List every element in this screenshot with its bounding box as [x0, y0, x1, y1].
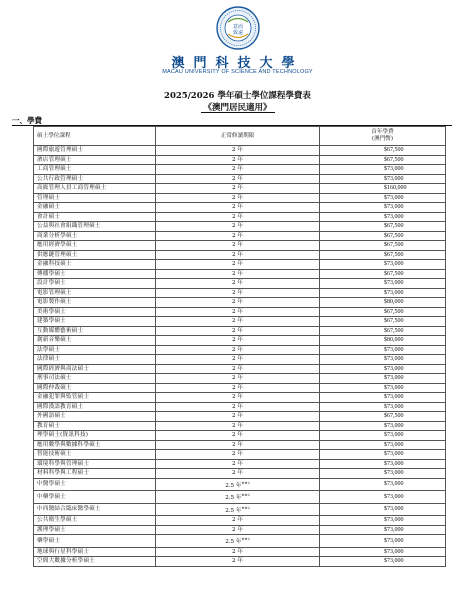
program-duration: 2 年 [232, 356, 243, 362]
program-name: 法律碩士 [34, 355, 156, 365]
program-duration-cell [156, 317, 320, 327]
program-duration-cell [156, 241, 320, 251]
program-duration: 2 年 [232, 166, 243, 172]
program-name: 國際旅遊管理碩士 [34, 146, 156, 156]
program-duration-cell [156, 250, 320, 260]
program-name: 藥學碩士 [34, 535, 156, 548]
program-duration: 2 年 [232, 147, 243, 153]
first-year-fee: $73,000 [320, 450, 446, 460]
program-duration: 2 年 [232, 318, 243, 324]
program-name: 應用數學與數據科學碩士 [34, 440, 156, 450]
first-year-fee: $73,000 [320, 374, 446, 384]
program-duration-cell [156, 393, 320, 403]
duration-footnote-mark: ※※2 [241, 537, 250, 541]
program-name: 教育碩士 [34, 421, 156, 431]
program-name: 金融犯罪與監管碩士 [34, 393, 156, 403]
program-duration-cell [156, 146, 320, 156]
duration-footnote-mark: ※※2 [241, 505, 250, 510]
program-duration-cell [156, 557, 320, 567]
program-name: 刑事司法碩士 [34, 374, 156, 384]
program-duration: 2 年 [232, 422, 243, 429]
first-year-fee: $73,000 [320, 212, 446, 222]
table-row [34, 469, 446, 479]
program-duration-cell [156, 459, 320, 469]
table-row [34, 250, 446, 260]
first-year-fee: $73,000 [320, 421, 446, 431]
program-name: 電影管理碩士 [34, 288, 156, 298]
first-year-fee: $67,500 [320, 269, 446, 279]
first-year-fee: $73,000 [320, 440, 446, 450]
program-name: 國際仲裁碩士 [34, 383, 156, 393]
program-duration-cell [156, 535, 320, 548]
program-name: 互動媒體藝術碩士 [34, 326, 156, 336]
program-name: 酒店管理碩士 [34, 155, 156, 165]
first-year-fee: $67,500 [320, 155, 446, 165]
program-name: 公共衛生學碩士 [34, 516, 156, 526]
program-duration-cell [156, 450, 320, 460]
first-year-fee: $73,000 [320, 469, 446, 479]
program-duration: 2 年 [232, 413, 243, 419]
table-row [34, 203, 446, 213]
program-duration-cell [156, 336, 320, 346]
program-name: 外國語碩士 [34, 412, 156, 422]
first-year-fee: $73,000 [320, 516, 446, 526]
university-name-chinese: 澳門科技大學 [171, 56, 304, 71]
program-name: 理學碩士(資訊科技) [34, 431, 156, 441]
program-duration: 2.5 年 [225, 482, 242, 489]
program-duration: 2 年 [232, 270, 243, 277]
table-row [34, 450, 446, 460]
first-year-fee: $73,000 [320, 174, 446, 184]
table-row [34, 355, 446, 365]
table-row [34, 440, 446, 450]
table-row [34, 525, 446, 535]
first-year-fee: $73,000 [320, 478, 446, 491]
program-duration-cell [156, 383, 320, 393]
duration-footnote-mark: ※※2 [241, 480, 250, 485]
program-name: 空間大數據分析學碩士 [34, 557, 156, 567]
first-year-fee: $73,000 [320, 364, 446, 374]
program-name: 電影製作碩士 [34, 298, 156, 308]
program-duration: 2 年 [232, 251, 243, 258]
table-row [34, 336, 446, 346]
first-year-fee: $73,000 [320, 535, 446, 548]
table-row [34, 155, 446, 165]
program-duration-cell [156, 345, 320, 355]
program-name: 材料科學與工程碩士 [34, 469, 156, 479]
program-name: 設計學碩士 [34, 279, 156, 289]
first-year-fee: $73,000 [320, 431, 446, 441]
program-duration: 2 年 [232, 232, 243, 239]
subtitle-underline [201, 112, 275, 113]
first-year-fee: $67,500 [320, 250, 446, 260]
table-row [34, 279, 446, 289]
table-row [34, 212, 446, 222]
table-row [34, 393, 446, 403]
first-year-fee: $73,000 [320, 383, 446, 393]
university-name-english: MACAU UNIVERSITY OF SCIENCE AND TECHNOLOGY [162, 69, 313, 75]
table-row [34, 298, 446, 308]
program-duration-cell [156, 174, 320, 184]
program-name: 管理碩士 [34, 193, 156, 203]
program-duration: 2.5 年 [225, 507, 242, 514]
table-row [34, 535, 446, 548]
program-duration-cell [156, 184, 320, 194]
program-duration-cell [156, 503, 320, 516]
program-duration: 2 年 [232, 327, 243, 334]
program-duration: 2 年 [232, 441, 243, 448]
program-duration-cell [156, 402, 320, 412]
program-duration-cell [156, 440, 320, 450]
program-duration-cell [156, 279, 320, 289]
program-duration: 2 年 [232, 261, 243, 267]
first-year-fee: $80,000 [320, 298, 446, 308]
program-name: 中藥學碩士 [34, 491, 156, 504]
table-row [34, 193, 446, 203]
program-name: 金融碩士 [34, 203, 156, 213]
program-name: 金融科技碩士 [34, 260, 156, 270]
first-year-fee: $73,000 [320, 503, 446, 516]
program-duration-cell [156, 212, 320, 222]
header-duration: 正常修讀期限 [156, 127, 320, 146]
program-duration: 2 年 [232, 185, 243, 191]
program-name: 公共行政管理碩士 [34, 174, 156, 184]
table-row [34, 421, 446, 431]
program-duration: 2 年 [232, 365, 243, 372]
program-name: 智能技術碩士 [34, 450, 156, 460]
program-duration: 2 年 [232, 460, 243, 467]
table-row [34, 547, 446, 557]
table-row [34, 364, 446, 374]
program-duration-cell [156, 155, 320, 165]
program-name: 建築學碩士 [34, 317, 156, 327]
first-year-fee: $73,000 [320, 393, 446, 403]
table-row [34, 345, 446, 355]
first-year-fee: $73,000 [320, 260, 446, 270]
program-duration: 2 年 [232, 432, 243, 438]
program-duration-cell [156, 222, 320, 232]
program-duration: 2 年 [232, 526, 243, 533]
program-duration-cell [156, 547, 320, 557]
program-duration: 2 年 [232, 517, 243, 523]
program-duration-cell [156, 431, 320, 441]
first-year-fee: $73,000 [320, 459, 446, 469]
table-row [34, 222, 446, 232]
program-duration-cell [156, 469, 320, 479]
table-row [34, 557, 446, 567]
first-year-fee: $67,500 [320, 326, 446, 336]
program-duration-cell [156, 193, 320, 203]
program-duration: 2 年 [232, 337, 243, 343]
table-row [34, 383, 446, 393]
program-duration: 2 年 [232, 375, 243, 381]
program-duration: 2 年 [232, 194, 243, 201]
table-row [34, 326, 446, 336]
program-duration-cell [156, 298, 320, 308]
table-row [34, 317, 446, 327]
first-year-fee: $73,000 [320, 525, 446, 535]
program-duration: 2 年 [232, 394, 243, 400]
first-year-fee: $67,500 [320, 222, 446, 232]
program-name: 會計碩士 [34, 212, 156, 222]
program-duration-cell [156, 260, 320, 270]
program-duration-cell [156, 364, 320, 374]
first-year-fee: $73,000 [320, 279, 446, 289]
program-name: 國際經濟與商法碩士 [34, 364, 156, 374]
first-year-fee: $73,000 [320, 193, 446, 203]
first-year-fee: $73,000 [320, 288, 446, 298]
table-row [34, 459, 446, 469]
program-duration-cell [156, 269, 320, 279]
first-year-fee: $160,000 [320, 184, 446, 194]
program-duration: 2 年 [232, 384, 243, 391]
first-year-fee: $67,500 [320, 412, 446, 422]
table-row [34, 174, 446, 184]
program-duration: 2 年 [232, 548, 243, 555]
program-duration-cell [156, 165, 320, 175]
program-name: 環境科學與管理碩士 [34, 459, 156, 469]
first-year-fee: $73,000 [320, 557, 446, 567]
first-year-fee: $80,000 [320, 336, 446, 346]
table-row [34, 431, 446, 441]
first-year-fee: $67,500 [320, 146, 446, 156]
program-duration-cell [156, 326, 320, 336]
svg-text:致遠: 致遠 [232, 30, 244, 36]
program-duration: 2 年 [232, 308, 243, 315]
tuition-fee-table [33, 126, 446, 567]
first-year-fee: $73,000 [320, 547, 446, 557]
program-duration: 2 年 [232, 280, 243, 286]
table-row [34, 146, 446, 156]
program-duration: 2 年 [232, 299, 243, 305]
program-duration: 2 年 [232, 451, 243, 457]
first-year-fee: $73,000 [320, 402, 446, 412]
program-name: 護理學碩士 [34, 525, 156, 535]
program-name: 法學碩士 [34, 345, 156, 355]
svg-text:意而: 意而 [232, 24, 244, 30]
header-program: 碩士學位課程 [34, 127, 156, 146]
section-heading: 一、學費 [12, 116, 42, 125]
table-row [34, 260, 446, 270]
program-duration: 2 年 [232, 213, 243, 220]
program-name: 工商管理碩士 [34, 165, 156, 175]
program-name: 國際漢語教育碩士 [34, 402, 156, 412]
table-row [34, 269, 446, 279]
program-name: 傳播學碩士 [34, 269, 156, 279]
first-year-fee: $73,000 [320, 165, 446, 175]
program-duration: 2 年 [232, 175, 243, 182]
table-row [34, 184, 446, 194]
table-header-row [34, 127, 446, 146]
document-subtitle: 《澳門居民適用》 [203, 103, 272, 113]
table-row [34, 307, 446, 317]
first-year-fee: $67,500 [320, 231, 446, 241]
program-duration: 2 年 [232, 242, 243, 248]
program-duration: 2.5 年 [225, 495, 242, 501]
header-first-year-fee [320, 127, 446, 146]
table-row [34, 241, 446, 251]
program-name: 創新音樂碩士 [34, 336, 156, 346]
first-year-fee: $67,500 [320, 241, 446, 251]
header-fee-label: 首年學費 (澳門幣) [371, 129, 394, 142]
table-row [34, 503, 446, 516]
program-duration: 2 年 [232, 346, 243, 353]
program-name: 中醫學碩士 [34, 478, 156, 491]
program-duration-cell [156, 374, 320, 384]
program-name: 高級管理人員工商管理碩士 [34, 184, 156, 194]
program-duration-cell [156, 203, 320, 213]
duration-footnote-mark: ※※2 [241, 493, 250, 497]
program-duration: 2.5 年 [225, 539, 242, 545]
program-duration-cell [156, 516, 320, 526]
program-duration: 2 年 [232, 156, 243, 163]
program-name: 中西醫結合臨床醫學碩士 [34, 503, 156, 516]
first-year-fee: $73,000 [320, 203, 446, 213]
table-row [34, 231, 446, 241]
first-year-fee: $73,000 [320, 355, 446, 365]
table-row [34, 288, 446, 298]
program-duration-cell [156, 412, 320, 422]
first-year-fee: $73,000 [320, 345, 446, 355]
program-duration-cell [156, 231, 320, 241]
program-duration-cell [156, 491, 320, 504]
document-title: 2025/2026 學年碩士學位課程學費表 [164, 91, 311, 101]
program-duration-cell [156, 307, 320, 317]
table-row [34, 402, 446, 412]
first-year-fee: $67,500 [320, 317, 446, 327]
program-duration: 2 年 [232, 558, 243, 564]
program-name: 商業分析學碩士 [34, 231, 156, 241]
program-duration-cell [156, 355, 320, 365]
table-row [34, 374, 446, 384]
university-seal-logo [216, 6, 260, 50]
table-row [34, 165, 446, 175]
table-row [34, 491, 446, 504]
program-duration: 2 年 [232, 289, 243, 296]
program-name: 應用經濟學碩士 [34, 241, 156, 251]
program-duration: 2 年 [232, 470, 243, 476]
program-duration-cell [156, 478, 320, 491]
program-duration: 2 年 [232, 403, 243, 410]
first-year-fee: $73,000 [320, 491, 446, 504]
table-row [34, 412, 446, 422]
table-row [34, 478, 446, 491]
program-name: 公益與社會組織管理碩士 [34, 222, 156, 232]
program-name: 地球與行星科學碩士 [34, 547, 156, 557]
program-name: 美術學碩士 [34, 307, 156, 317]
program-duration-cell [156, 288, 320, 298]
first-year-fee: $67,500 [320, 307, 446, 317]
program-duration: 2 年 [232, 223, 243, 229]
program-duration-cell [156, 421, 320, 431]
program-duration: 2 年 [232, 204, 243, 210]
program-duration-cell [156, 525, 320, 535]
table-row [34, 516, 446, 526]
program-name: 供應鏈管理碩士 [34, 250, 156, 260]
